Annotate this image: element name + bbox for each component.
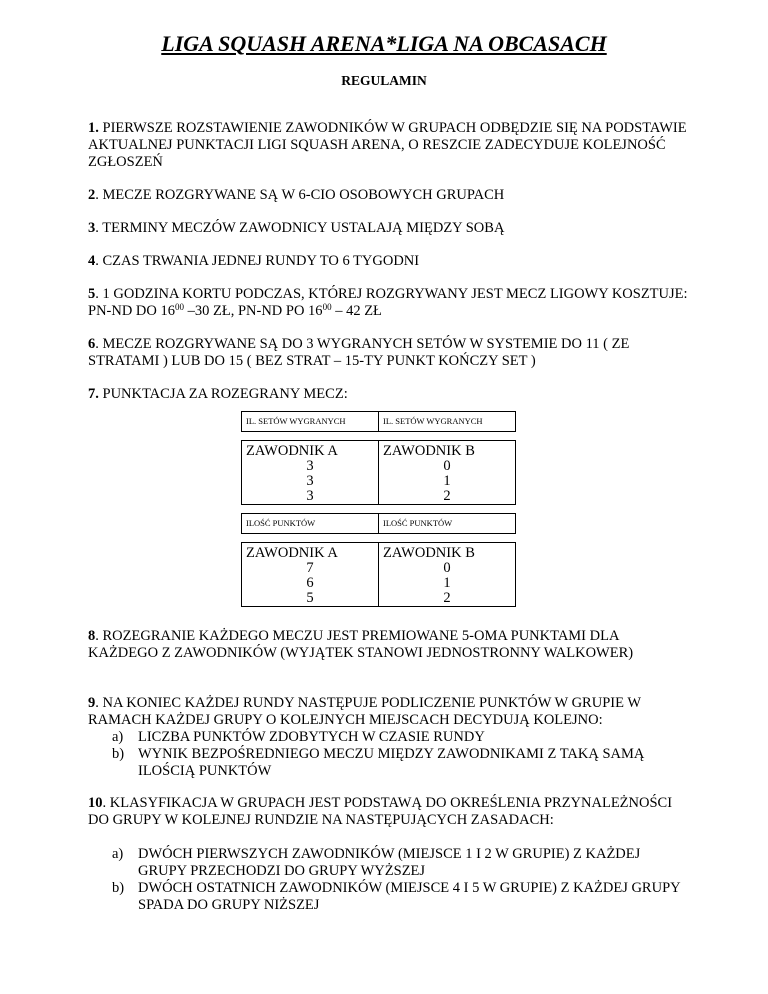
rule-number: 1. — [88, 120, 99, 136]
rule-1 — [88, 120, 688, 171]
value-cell: 7 — [306, 560, 314, 576]
rule-5 — [88, 286, 688, 320]
rule-number: 4 — [88, 253, 96, 269]
rule-text: –30 ZŁ, PN-ND PO 16 — [184, 303, 323, 319]
list-item — [112, 746, 692, 780]
player-a-cell — [242, 441, 379, 505]
rule-number: 7. — [88, 386, 99, 402]
rule-text: . MECZE ROZGRYWANE SĄ W 6-CIO OSOBOWYCH GRUPACH — [95, 187, 505, 203]
rule-6 — [88, 336, 688, 370]
value-cell: 3 — [306, 488, 314, 504]
player-b-cell — [379, 441, 516, 505]
player-a-label: ZAWODNIK A — [246, 545, 338, 561]
document-title: LIGA SQUASH ARENA*LIGA NA OBCASACH — [161, 31, 607, 56]
value-cell: 2 — [443, 488, 451, 504]
rule-4 — [88, 253, 688, 270]
value-cell: 1 — [443, 473, 451, 489]
rule-text: – 42 ZŁ — [331, 303, 382, 319]
player-b-label: ZAWODNIK B — [383, 545, 475, 561]
table-row — [242, 543, 516, 607]
rule-2 — [88, 187, 688, 204]
value-cell: 0 — [443, 560, 451, 576]
rule-number: 9 — [88, 695, 96, 711]
list-marker: a) — [112, 846, 124, 862]
rule-text: . NA KONIEC KAŻDEJ RUNDY NASTĘPUJE PODLICZENIE PUNKTÓW W GRUPIE W RAMACH KAŻDEJ GRUPY O KOLEJNYCH MIEJSCACH DECYDUJĄ KOLEJNO: — [88, 695, 641, 728]
value-cell: 3 — [306, 458, 314, 474]
rule-text: . CZAS TRWANIA JEDNEJ RUNDY TO 6 TYGODNI — [95, 253, 420, 269]
rule-9-list — [112, 729, 692, 780]
list-item-text: LICZBA PUNKTÓW ZDOBYTYCH W CZASIE RUNDY — [138, 729, 485, 745]
document-subtitle: REGULAMIN — [341, 73, 427, 88]
rule-number: 2 — [88, 187, 96, 203]
table-header-row — [242, 514, 516, 534]
header-cell: ILOŚĆ PUNKTÓW — [242, 514, 379, 534]
list-item-text: WYNIK BEZPOŚREDNIEGO MECZU MIĘDZY ZAWODNIKAMI Z TAKĄ SAMĄ ILOŚCIĄ PUNKTÓW — [138, 746, 645, 779]
time-superscript: 00 — [322, 302, 332, 312]
value-cell: 6 — [306, 575, 314, 591]
value-cell: 1 — [443, 575, 451, 591]
rule-text: . MECZE ROZGRYWANE SĄ DO 3 WYGRANYCH SETÓW W SYSTEMIE DO 11 ( ZE STRATAMI ) LUB DO 15 ( BEZ STRAT – 15-TY PUNKT KOŃCZY SET ) — [88, 336, 630, 369]
value-cell: 0 — [443, 458, 451, 474]
value-cell: 5 — [306, 590, 314, 606]
rule-text: . TERMINY MECZÓW ZAWODNICY USTALAJĄ MIĘDZY SOBĄ — [95, 220, 505, 236]
list-marker: a) — [112, 729, 124, 745]
player-a-label: ZAWODNIK A — [246, 443, 338, 459]
rule-8 — [88, 628, 688, 662]
header-cell: IL. SETÓW WYGRANYCH — [242, 412, 379, 432]
rule-text: PUNKTACJA ZA ROZEGRANY MECZ: — [98, 386, 348, 402]
rule-text: . ROZEGRANIE KAŻDEGO MECZU JEST PREMIOWANE 5-OMA PUNKTAMI DLA KAŻDEGO Z ZAWODNIKÓW (WYJĄTEK STANOWI JEDNOSTRONNY WALKOWER) — [88, 628, 634, 661]
list-item-text: DWÓCH PIERWSZYCH ZAWODNIKÓW (MIEJSCE 1 I 2 W GRUPIE) Z KAŻDEJ GRUPY PRZECHODZI DO GRUPY WYŻSZEJ — [138, 846, 641, 879]
scoring-table — [241, 411, 516, 607]
value-cell: 2 — [443, 590, 451, 606]
rule-text: PIERWSZE ROZSTAWIENIE ZAWODNIKÓW W GRUPACH ODBĘDZIE SIĘ NA PODSTAWIE AKTUALNEJ PUNKTACJI LIGI SQUASH ARENA, O RESZCIE ZADECYDUJE KOLEJNOŚĆ ZGŁOSZEŃ — [88, 120, 687, 170]
list-marker: b) — [112, 880, 125, 896]
rule-number: 8 — [88, 628, 96, 644]
list-item-text: DWÓCH OSTATNICH ZAWODNIKÓW (MIEJSCE 4 I 5 W GRUPIE) Z KAŻDEJ GRUPY SPADA DO GRUPY NIŻSZEJ — [138, 880, 681, 913]
rule-9 — [88, 695, 688, 729]
rule-text: . KLASYFIKACJA W GRUPACH JEST PODSTAWĄ DO OKREŚLENIA PRZYNALEŻNOŚCI DO GRUPY W KOLEJNEJ RUNDZIE NA NASTĘPUJĄCYCH ZASADACH: — [88, 795, 673, 828]
list-item — [112, 846, 692, 880]
rule-number: 6 — [88, 336, 96, 352]
header-cell: ILOŚĆ PUNKTÓW — [379, 514, 516, 534]
table-row — [242, 441, 516, 505]
list-item — [112, 729, 692, 746]
rule-3 — [88, 220, 688, 237]
rule-number: 3 — [88, 220, 96, 236]
player-b-label: ZAWODNIK B — [383, 443, 475, 459]
value-cell: 3 — [306, 473, 314, 489]
table-header-row — [242, 412, 516, 432]
rule-10 — [88, 795, 688, 829]
rule-number: 5 — [88, 286, 96, 302]
header-cell: IL. SETÓW WYGRANYCH — [379, 412, 516, 432]
list-marker: b) — [112, 746, 125, 762]
player-a-cell — [242, 543, 379, 607]
player-b-cell — [379, 543, 516, 607]
rule-text: . 1 GODZINA KORTU PODCZAS, KTÓREJ ROZGRYWANY JEST MECZ LIGOWY KOSZTUJE: PN-ND DO 16 — [88, 286, 688, 319]
rule-10-list — [112, 846, 692, 914]
rule-7 — [88, 386, 688, 403]
time-superscript: 00 — [175, 302, 184, 312]
list-item — [112, 880, 692, 914]
rule-number: 10 — [88, 795, 103, 811]
